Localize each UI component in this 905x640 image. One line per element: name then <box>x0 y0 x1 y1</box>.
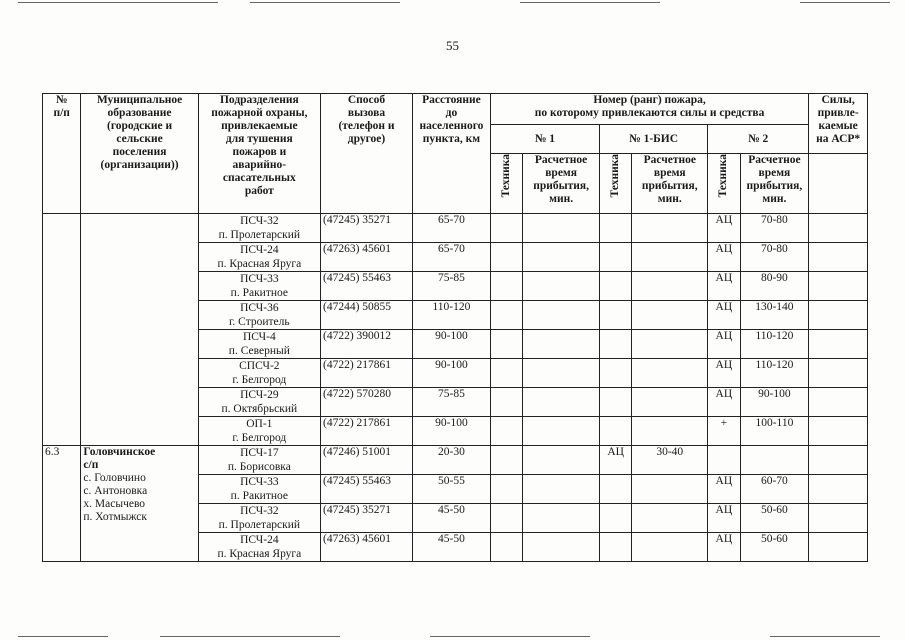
header-asr-sub <box>809 154 868 214</box>
distance-cell: 65-70 <box>413 243 491 272</box>
header-equipment-1bis: Техника <box>600 154 632 214</box>
distance-cell: 45-50 <box>413 533 491 562</box>
phone-cell: (47245) 55463 <box>321 475 413 504</box>
rank1-time-cell <box>523 359 600 388</box>
asr-cell <box>809 533 868 562</box>
asr-cell <box>809 243 868 272</box>
rank2-equipment-cell: АЦ <box>708 504 740 533</box>
distance-cell: 75-85 <box>413 388 491 417</box>
asr-cell <box>809 272 868 301</box>
header-rank-2: № 2 <box>708 125 809 154</box>
rank1-time-cell <box>523 243 600 272</box>
table-row <box>43 214 868 243</box>
phone-cell: (47263) 45601 <box>321 243 413 272</box>
rank1-time-cell <box>523 330 600 359</box>
rank1-equipment-cell <box>490 475 522 504</box>
header-distance: Расстояние до населенного пункта, км <box>413 94 491 214</box>
phone-cell: (4722) 570280 <box>321 388 413 417</box>
rank2-equipment-cell: + <box>708 417 740 446</box>
muni-cell: Головчинское с/п с. Головчино с. Антоновка х. Масычево п. Хотмыжск <box>81 446 198 562</box>
unit-cell: ОП-1 г. Белгород <box>198 417 320 446</box>
rank2-time-cell: 110-120 <box>740 330 809 359</box>
scan-bottom-line-3 <box>430 636 590 637</box>
rank1bis-equipment-cell <box>600 301 632 330</box>
rank1bis-equipment-cell <box>600 417 632 446</box>
header-num: № п/п <box>43 94 81 214</box>
rank2-time-cell: 100-110 <box>740 417 809 446</box>
asr-cell <box>809 504 868 533</box>
rank2-equipment-cell: АЦ <box>708 388 740 417</box>
unit-cell: ПСЧ-17 п. Борисовка <box>198 446 320 475</box>
asr-cell <box>809 417 868 446</box>
rank1bis-equipment-cell <box>600 243 632 272</box>
scan-top-line-1 <box>18 2 218 3</box>
distance-cell: 90-100 <box>413 359 491 388</box>
unit-cell: ПСЧ-24 п. Красная Яруга <box>198 533 320 562</box>
num-cell: 6.3 <box>43 446 81 562</box>
rank1-time-cell <box>523 475 600 504</box>
unit-cell: ПСЧ-32 п. Пролетарский <box>198 504 320 533</box>
phone-cell: (47246) 51001 <box>321 446 413 475</box>
num-cell <box>43 214 81 446</box>
scan-bottom-line-4 <box>770 636 880 637</box>
rank1bis-time-cell <box>632 272 708 301</box>
page-number: 55 <box>446 38 459 53</box>
rank1-equipment-cell <box>490 330 522 359</box>
phone-cell: (4722) 217861 <box>321 417 413 446</box>
rank1bis-equipment-cell <box>600 388 632 417</box>
scan-top-line-3 <box>520 2 660 3</box>
rank1bis-time-cell <box>632 388 708 417</box>
distance-cell: 50-55 <box>413 475 491 504</box>
unit-cell: ПСЧ-33 п. Ракитное <box>198 475 320 504</box>
rank1bis-equipment-cell: АЦ <box>600 446 632 475</box>
rank1-time-cell <box>523 417 600 446</box>
rank1bis-equipment-cell <box>600 533 632 562</box>
rank2-time-cell: 110-120 <box>740 359 809 388</box>
rank1bis-time-cell: 30-40 <box>632 446 708 475</box>
phone-cell: (47245) 35271 <box>321 504 413 533</box>
scan-bottom-line-1 <box>18 636 108 637</box>
rank1-equipment-cell <box>490 301 522 330</box>
rank1-equipment-cell <box>490 243 522 272</box>
header-rank-1: № 1 <box>490 125 599 154</box>
unit-cell: ПСЧ-29 п. Октябрьский <box>198 388 320 417</box>
scan-top-line-4 <box>800 2 890 3</box>
phone-cell: (47245) 35271 <box>321 214 413 243</box>
rank1-time-cell <box>523 504 600 533</box>
rank1-equipment-cell <box>490 417 522 446</box>
rank2-equipment-cell: АЦ <box>708 330 740 359</box>
rank2-equipment-cell: АЦ <box>708 301 740 330</box>
unit-cell: ПСЧ-32 п. Пролетарский <box>198 214 320 243</box>
rank2-equipment-cell: АЦ <box>708 243 740 272</box>
unit-cell: ПСЧ-33 п. Ракитное <box>198 272 320 301</box>
rank1bis-equipment-cell <box>600 475 632 504</box>
rank1-equipment-cell <box>490 214 522 243</box>
phone-cell: (4722) 217861 <box>321 359 413 388</box>
rank1bis-equipment-cell <box>600 272 632 301</box>
rank1bis-equipment-cell <box>600 214 632 243</box>
rank1-time-cell <box>523 301 600 330</box>
distance-cell: 20-30 <box>413 446 491 475</box>
header-rank-1bis: № 1-БИС <box>600 125 708 154</box>
header-arrival-1: Расчетное время прибытия, мин. <box>523 154 600 214</box>
header-fire-rank: Номер (ранг) пожара, по которому привлекаются силы и средства <box>490 94 808 125</box>
rank1bis-time-cell <box>632 475 708 504</box>
distance-cell: 90-100 <box>413 417 491 446</box>
unit-cell: СПСЧ-2 г. Белгород <box>198 359 320 388</box>
asr-cell <box>809 475 868 504</box>
asr-cell <box>809 214 868 243</box>
rank1bis-equipment-cell <box>600 330 632 359</box>
rank2-time-cell: 60-70 <box>740 475 809 504</box>
asr-cell <box>809 301 868 330</box>
rank2-time-cell: 90-100 <box>740 388 809 417</box>
phone-cell: (47245) 55463 <box>321 272 413 301</box>
rank1-equipment-cell <box>490 272 522 301</box>
unit-cell: ПСЧ-36 г. Строитель <box>198 301 320 330</box>
unit-cell: ПСЧ-24 п. Красная Яруга <box>198 243 320 272</box>
rank2-time-cell: 70-80 <box>740 243 809 272</box>
rank1bis-time-cell <box>632 504 708 533</box>
rank2-time-cell: 80-90 <box>740 272 809 301</box>
asr-cell <box>809 388 868 417</box>
rank1bis-time-cell <box>632 533 708 562</box>
rank1-time-cell <box>523 388 600 417</box>
scan-top-line-2 <box>250 2 400 3</box>
distance-cell: 75-85 <box>413 272 491 301</box>
header-subdivisions: Подразделения пожарной охраны, привлекаемые для тушения пожаров и аварийно- спасательных работ <box>198 94 320 214</box>
distance-cell: 65-70 <box>413 214 491 243</box>
rank1bis-time-cell <box>632 214 708 243</box>
asr-cell <box>809 330 868 359</box>
rank2-equipment-cell: АЦ <box>708 214 740 243</box>
header-call-method: Способ вызова (телефон и другое) <box>321 94 413 214</box>
distance-cell: 90-100 <box>413 330 491 359</box>
asr-cell <box>809 446 868 475</box>
rank2-time-cell: 130-140 <box>740 301 809 330</box>
header-equipment-1: Техника <box>490 154 522 214</box>
rank1-time-cell <box>523 272 600 301</box>
rank1-equipment-cell <box>490 446 522 475</box>
scan-bottom-line-2 <box>160 636 340 637</box>
rank1-equipment-cell <box>490 359 522 388</box>
rank1bis-time-cell <box>632 417 708 446</box>
muni-cell <box>81 214 198 446</box>
unit-cell: ПСЧ-4 п. Северный <box>198 330 320 359</box>
rank1-equipment-cell <box>490 533 522 562</box>
phone-cell: (47244) 50855 <box>321 301 413 330</box>
rank1-time-cell <box>523 214 600 243</box>
rank2-time-cell: 50-60 <box>740 504 809 533</box>
fire-forces-table <box>42 93 868 562</box>
phone-cell: (47263) 45601 <box>321 533 413 562</box>
rank1bis-equipment-cell <box>600 504 632 533</box>
rank1-time-cell <box>523 446 600 475</box>
rank2-equipment-cell: АЦ <box>708 533 740 562</box>
rank2-equipment-cell: АЦ <box>708 359 740 388</box>
header-arrival-1bis: Расчетное время прибытия, мин. <box>632 154 708 214</box>
distance-cell: 110-120 <box>413 301 491 330</box>
header-asr: Силы, привле- каемые на АСР* <box>809 94 868 154</box>
rank1bis-time-cell <box>632 359 708 388</box>
rank2-time-cell <box>740 446 809 475</box>
header-arrival-2: Расчетное время прибытия, мин. <box>740 154 809 214</box>
distance-cell: 45-50 <box>413 504 491 533</box>
header-equipment-2: Техника <box>708 154 740 214</box>
table-row <box>43 446 868 475</box>
rank1-time-cell <box>523 533 600 562</box>
rank1bis-equipment-cell <box>600 359 632 388</box>
asr-cell <box>809 359 868 388</box>
header-municipality: Муниципальное образование (городские и сельские поселения (организации)) <box>81 94 198 214</box>
rank1bis-time-cell <box>632 243 708 272</box>
rank1bis-time-cell <box>632 301 708 330</box>
rank1bis-time-cell <box>632 330 708 359</box>
phone-cell: (4722) 390012 <box>321 330 413 359</box>
rank1-equipment-cell <box>490 388 522 417</box>
rank1-equipment-cell <box>490 504 522 533</box>
rank2-equipment-cell: АЦ <box>708 272 740 301</box>
rank2-time-cell: 70-80 <box>740 214 809 243</box>
rank2-time-cell: 50-60 <box>740 533 809 562</box>
rank2-equipment-cell <box>708 446 740 475</box>
rank2-equipment-cell: АЦ <box>708 475 740 504</box>
